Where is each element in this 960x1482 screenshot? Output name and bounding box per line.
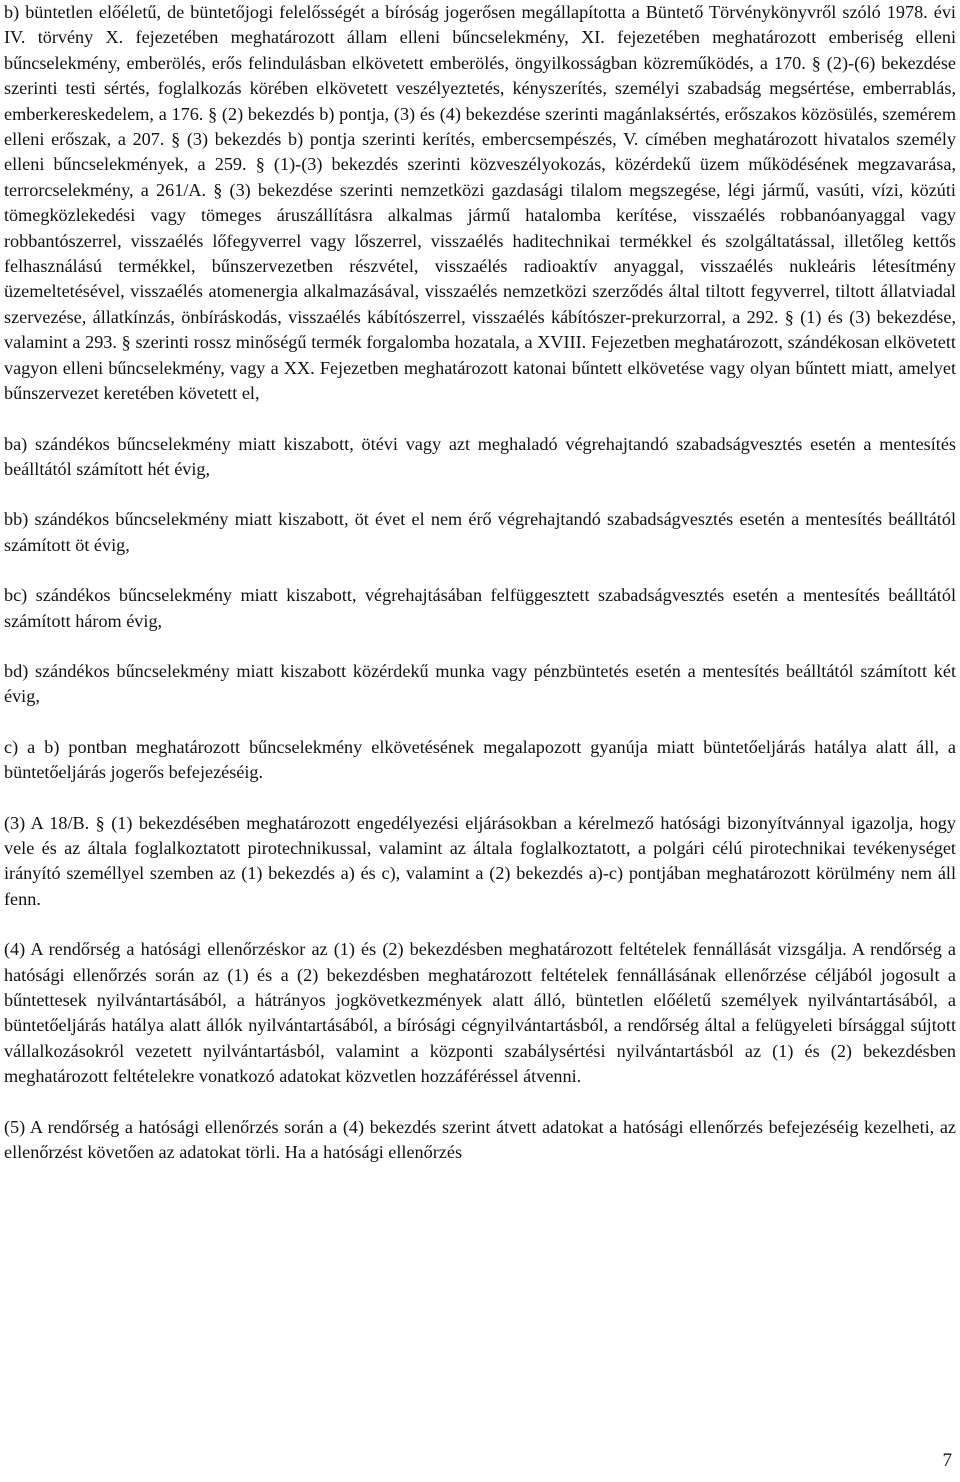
paragraph-3: (3) A 18/B. § (1) bekezdésében meghatározott engedélyezési eljárásokban a kérelmező hatósági bizonyítvánnyal igazolja, hogy vele és az általa foglalkoztatott pirotechnikussal, valamint az általa foglalkoztatott, a polgári célú pirotechnikai tevékenységet irányító személlyel szemben az (1) bekezdés a) és c), valamint a (2) bekezdés a)-c) pontjában meghatározott körülmény nem áll fenn. xyxy=(4,812,956,909)
document-body xyxy=(4,0,956,1165)
paragraph-b: b) büntetlen előéletű, de büntetőjogi felelősségét a bíróság jogerősen megállapította a Büntető Törvénykönyvről szóló 1978. évi IV. törvény X. fejezetében meghatározott állam elleni bűncselekmény, XI. fejezetében meghatározott emberiség elleni bűncselekmény, emberölés, erős felindulásban elkövetett emberölés, öngyilkosságban közreműködés, a 170. § (2)-(6) bekezdése szerinti testi sértés, foglalkozás körében elkövetett veszélyeztetés, kényszerítés, személyi szabadság megsértése, emberrablás, emberkereskedelem, a 176. § (2) bekezdés b) pontja, (3) és (4) bekezdése szerinti magánlaksértés, erőszakos közösülés, szemérem elleni erőszak, a 207. § (3) bekezdés b) pontja szerinti kerítés, embercsempészés, V. címében meghatározott hivatalos személy elleni bűncselekmények, a 259. § (1)-(3) bekezdés szerinti közveszélyokozás, közérdekű üzem működésének megzavarása, terrorcselekmény, a 261/A. § (3) bekezdése szerinti nemzetközi gazdasági tilalom megszegése, légi jármű, vasúti, vízi, közúti tömegközlekedési vagy tömeges áruszállításra alkalmas jármű hatalomba kerítése, visszaélés robbanóanyaggal vagy robbantószerrel, visszaélés lőfegyverrel vagy lőszerrel, visszaélés haditechnikai termékkel és szolgáltatással, illetőleg kettős felhasználású termékkel, bűnszervezetben részvétel, visszaélés radioaktív anyaggal, visszaélés nukleáris létesítmény üzemeltetésével, visszaélés atomenergia alkalmazásával, visszaélés nemzetközi szerződés által tiltott fegyverrel, tiltott állatviadal szervezése, állatkínzás, önbíráskodás, visszaélés kábítószerrel, visszaélés kábítószer-prekurzorral, a 292. § (1) és (3) bekezdése, valamint a 293. § szerinti rossz minőségű termék forgalomba hozatala, a XVIII. Fejezetben meghatározott, szándékosan elkövetett vagyon elleni bűncselekmény, vagy a XX. Fejezetben meghatározott katonai bűntett elkövetése vagy olyan bűntett miatt, amelyet bűnszervezet keretében követett el, xyxy=(4,2,956,404)
paragraph-4: (4) A rendőrség a hatósági ellenőrzéskor az (1) és (2) bekezdésben meghatározott feltételek fennállását vizsgálja. A rendőrség a hatósági ellenőrzés során az (1) és a (2) bekezdésben meghatározott feltételek fennállásának ellenőrzése céljából jogosult a bűntettesek nyilvántartásából, a hátrányos jogkövetkezmények alatt álló, büntetlen előéletű személyek nyilvántartásából, a büntetőeljárás hatálya alatt állók nyilvántartásából, a bírósági cégnyilvántartásból, a rendőrség által a felügyeleti bírsággal sújtott vállalkozásokról vezetett nyilvántartásból, valamint a központi szabálysértési nyilvántartásból az (1) és (2) bekezdésben meghatározott feltételekre vonatkozó adatokat közvetlen hozzáféréssel átvenni. xyxy=(4,939,956,1087)
paragraph-ba: ba) szándékos bűncselekmény miatt kiszabott, ötévi vagy azt meghaladó végrehajtandó szabadságvesztés esetén a mentesítés beálltától számított hét évig, xyxy=(4,433,956,479)
paragraph-bb: bb) szándékos bűncselekmény miatt kiszabott, öt évet el nem érő végrehajtandó szabadságvesztés esetén a mentesítés beálltától számított öt évig, xyxy=(4,509,956,555)
paragraph-5: (5) A rendőrség a hatósági ellenőrzés során a (4) bekezdés szerint átvett adatokat a hatósági ellenőrzés befejezéséig kezelheti, az ellenőrzést követően az adatokat törli. Ha a hatósági ellenőrzés xyxy=(4,1116,956,1163)
paragraph-bd: bd) szándékos bűncselekmény miatt kiszabott közérdekű munka vagy pénzbüntetés esetén a mentesítés beálltától számított két évig, xyxy=(4,660,956,707)
page-number: 7 xyxy=(942,1450,952,1471)
paragraph-bc: bc) szándékos bűncselekmény miatt kiszabott, végrehajtásában felfüggesztett szabadságvesztés esetén a mentesítés beálltától számított három évig, xyxy=(4,585,956,631)
paragraph-c: c) a b) pontban meghatározott bűncselekmény elkövetésének megalapozott gyanúja miatt büntetőeljárás hatálya alatt áll, a büntetőeljárás jogerős befejezéséig. xyxy=(4,736,956,783)
